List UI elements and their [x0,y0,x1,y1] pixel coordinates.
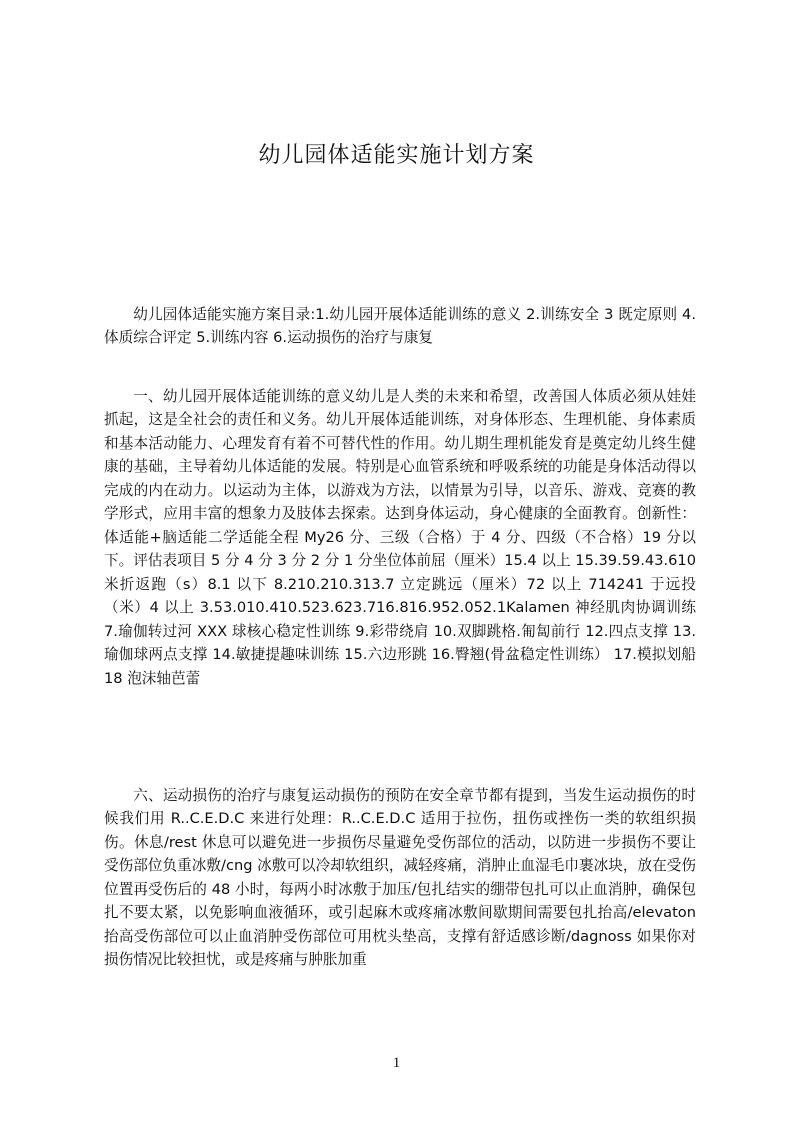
paragraph-table-of-contents: 幼儿园体适能实施方案目录:1.幼儿园开展体适能训练的意义 2.训练安全 3 既定原则 4.体质综合评定 5.训练内容 6.运动损伤的治疗与康复 [104,305,696,347]
paragraph-injury-treatment: 六、运动损伤的治疗与康复运动损伤的预防在安全章节都有提到，当发生运动损伤的时候我们用 R..C.E.D.C 来进行处理：R..C.E.D.C 适用于拉伤，扭伤或挫伤一类的软组织损伤。休息/rest 休息可以避免进一步损伤尽量避免受伤部位的活动，以防进一步损伤不要让受伤部位负重冰敷/cng 冰敷可以冷却软组织，减轻疼痛，消肿止血湿毛巾裹冰块，放在受伤位置再受伤后的 48 小时，每两小时冰敷于加压/包扎结实的绷带包扎可以止血消肿，确保包扎不要太紧，以免影响血液循环，或引起麻木或疼痛冰敷间歇期间需要包扎抬高/elevaton 抬高受伤部位可以止血消肿受伤部位可用枕头垫高，支撑有舒适感诊断/dagnoss 如果你对损伤情况比较担忧，或是疼痛与肿胀加重 [104,786,696,969]
paragraph-significance-and-training: 一、幼儿园开展体适能训练的意义幼儿是人类的未来和希望，改善国人体质必须从娃娃抓起，这是全社会的责任和义务。幼儿开展体适能训练，对身体形态、生理机能、身体素质和基本活动能力、心理发育有着不可替代性的作用。幼儿期生理机能发育是奠定幼儿终生健康的基础，主导着幼儿体适能的发展。特别是心血管系统和呼吸系统的功能是身体活动得以完成的内在动力。以运动为主体，以游戏为方法，以情景为引导，以音乐、游戏、竞赛的教学形式，应用丰富的想象力及肢体去探索。达到身体运动，身心健康的全面教育。创新性：体适能+脑适能二学适能全程 My26 分、三级（合格）于 4 分、四级（不合格）19 分以下。评估表项目 5 分 4 分 3 分 2 分 1 分坐位体前屈（厘米）15.4 以上 15.39.59.43.610 米折返跑（s）8.1 以下 8.210.210.313.7 立定跳远（厘米）72 以上 714241 于远投（米）4 以上 3.53.010.410.523.623.716.816.952.052.1Kalamen 神经肌肉协调训练 7.瑜伽转过河 XXX 球核心稳定性训练 9.彩带绕肩 10.双脚跳格.匍匐前行 12.四点支撑 13.瑜伽球两点支撑 14.敏捷提趣味训练 15.六边形跳 16.臀翘(骨盆稳定性训练） 17.模拟划船 18 泡沫轴芭蕾 [104,387,696,687]
document-title: 幼儿园体适能实施计划方案 [258,143,535,168]
page-number: 1 [392,1055,401,1071]
